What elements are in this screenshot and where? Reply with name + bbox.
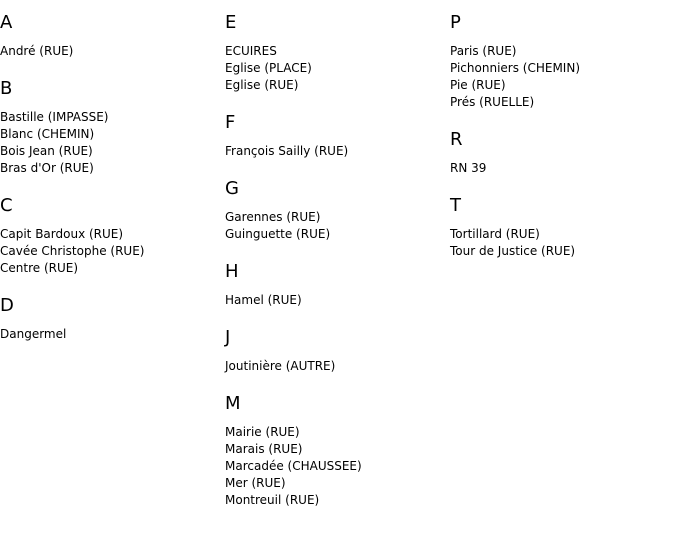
- letter-heading: A: [0, 12, 13, 33]
- letter-heading: G: [225, 178, 239, 199]
- letter-group-g: [225, 178, 450, 243]
- letter-heading: R: [450, 129, 463, 150]
- street-list: [225, 424, 450, 509]
- letter-group-p: [450, 12, 675, 111]
- street-link[interactable]: Bastille (IMPASSE): [0, 110, 109, 124]
- letter-group-j: [225, 327, 450, 375]
- letter-heading: E: [225, 12, 237, 33]
- street-list: [225, 292, 450, 309]
- street-list: [225, 209, 450, 243]
- street-link[interactable]: Paris (RUE): [450, 44, 517, 58]
- letter-heading: P: [450, 12, 461, 33]
- letter-group-b: [0, 78, 225, 177]
- street-list: [0, 43, 225, 60]
- street-link[interactable]: Guinguette (RUE): [225, 227, 331, 241]
- street-list: [225, 43, 450, 94]
- letter-group-c: [0, 195, 225, 277]
- street-column-1: [0, 12, 225, 361]
- street-link[interactable]: Montreuil (RUE): [225, 493, 320, 507]
- street-link[interactable]: Prés (RUELLE): [450, 95, 535, 109]
- letter-heading: H: [225, 261, 239, 282]
- street-link[interactable]: Centre (RUE): [0, 261, 79, 275]
- letter-group-r: [450, 129, 675, 177]
- street-link[interactable]: Capit Bardoux (RUE): [0, 227, 124, 241]
- street-list: [0, 226, 225, 277]
- street-link[interactable]: Mer (RUE): [225, 476, 286, 490]
- letter-group-h: [225, 261, 450, 309]
- street-link[interactable]: François Sailly (RUE): [225, 144, 349, 158]
- letter-heading: T: [450, 195, 461, 216]
- street-link[interactable]: Tortillard (RUE): [450, 227, 540, 241]
- street-list: [450, 160, 675, 177]
- street-link[interactable]: Marais (RUE): [225, 442, 303, 456]
- letter-heading: J: [225, 327, 231, 348]
- letter-heading: F: [225, 112, 236, 133]
- street-list: [0, 326, 225, 343]
- street-column-2: [225, 12, 450, 527]
- street-link[interactable]: Cavée Christophe (RUE): [0, 244, 145, 258]
- letter-heading: D: [0, 295, 14, 316]
- letter-heading: B: [0, 78, 13, 99]
- street-link[interactable]: Joutinière (AUTRE): [225, 359, 336, 373]
- street-link[interactable]: RN 39: [450, 161, 487, 175]
- street-link[interactable]: ECUIRES: [225, 44, 277, 58]
- street-link[interactable]: Eglise (RUE): [225, 78, 299, 92]
- letter-heading: C: [0, 195, 13, 216]
- street-link[interactable]: Bois Jean (RUE): [0, 144, 93, 158]
- letter-group-a: [0, 12, 225, 60]
- street-list: [0, 109, 225, 177]
- street-link[interactable]: Bras d'Or (RUE): [0, 161, 94, 175]
- street-list: [450, 226, 675, 260]
- street-column-3: [450, 12, 675, 278]
- street-link[interactable]: André (RUE): [0, 44, 74, 58]
- street-link[interactable]: Dangermel: [0, 327, 67, 341]
- letter-group-f: [225, 112, 450, 160]
- street-link[interactable]: Pichonniers (CHEMIN): [450, 61, 580, 75]
- street-list: [225, 358, 450, 375]
- letter-group-m: [225, 393, 450, 509]
- street-link[interactable]: Hamel (RUE): [225, 293, 302, 307]
- street-link[interactable]: Pie (RUE): [450, 78, 506, 92]
- street-link[interactable]: Mairie (RUE): [225, 425, 300, 439]
- street-link[interactable]: Eglise (PLACE): [225, 61, 312, 75]
- letter-group-e: [225, 12, 450, 94]
- street-link[interactable]: Marcadée (CHAUSSEE): [225, 459, 362, 473]
- letter-heading: M: [225, 393, 241, 414]
- street-link[interactable]: Blanc (CHEMIN): [0, 127, 95, 141]
- street-list: [225, 143, 450, 160]
- street-link[interactable]: Tour de Justice (RUE): [450, 244, 576, 258]
- letter-group-t: [450, 195, 675, 260]
- street-list: [450, 43, 675, 111]
- street-link[interactable]: Garennes (RUE): [225, 210, 321, 224]
- letter-group-d: [0, 295, 225, 343]
